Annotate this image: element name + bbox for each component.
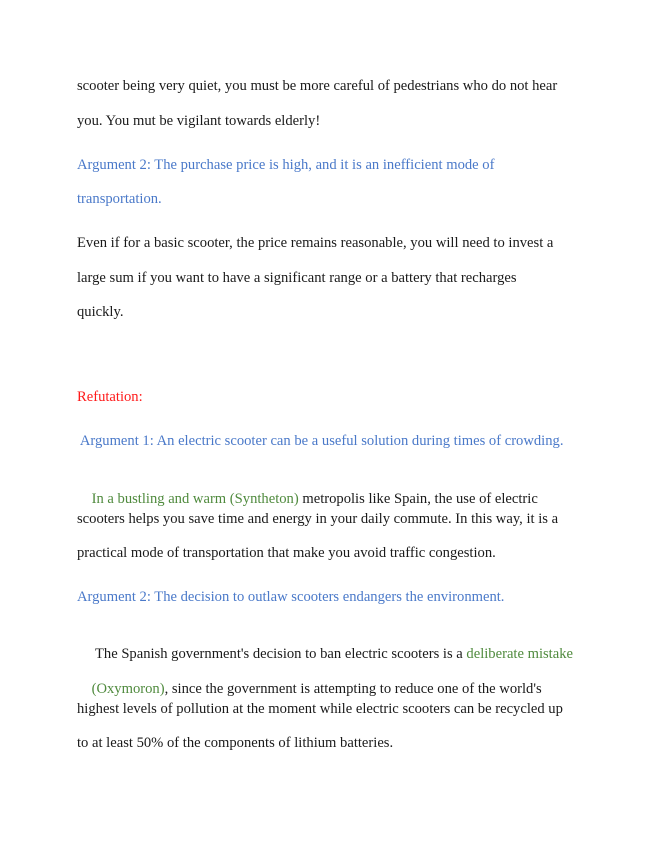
body-text-line: practical mode of transportation that make you avoid traffic congestion. bbox=[77, 545, 496, 561]
refutation-argument-heading: Argument 2: The decision to outlaw scooters endangers the environment. bbox=[77, 589, 505, 605]
body-text-line: highest levels of pollution at the moment while electric scooters can be recycled up bbox=[77, 701, 563, 717]
body-text-line: scooters helps you save time and energy in your daily commute. In this way, it is a bbox=[77, 511, 559, 527]
refutation-label: Refutation: bbox=[77, 389, 143, 405]
body-text-line: quickly. bbox=[77, 304, 124, 320]
figure-of-speech-highlight: deliberate mistake bbox=[466, 645, 573, 662]
body-text-line: you. You mut be vigilant towards elderly! bbox=[77, 113, 321, 129]
argument-heading: Argument 2: The purchase price is high, and it is an inefficient mode of bbox=[77, 157, 495, 173]
refutation-argument-heading: Argument 1: An electric scooter can be a useful solution during times of crowding. bbox=[77, 433, 564, 449]
body-text-line: large sum if you want to have a significant range or a battery that recharges bbox=[77, 270, 517, 286]
body-text-line: scooter being very quiet, you must be more careful of pedestrians who do not hear bbox=[77, 78, 558, 94]
figure-of-speech-highlight: In a bustling and warm (Syntheton) bbox=[91, 490, 299, 507]
body-text-line: to at least 50% of the components of lithium batteries. bbox=[77, 735, 394, 751]
body-text-span: , since the government is attempting to reduce one of the world's bbox=[164, 680, 542, 697]
figure-of-speech-highlight: (Oxymoron) bbox=[91, 680, 165, 697]
argument-heading: transportation. bbox=[77, 191, 162, 207]
body-text-span: The Spanish government's decision to ban electric scooters is a bbox=[91, 645, 467, 662]
body-text-span: metropolis like Spain, the use of electric bbox=[298, 490, 538, 507]
body-text-line: Even if for a basic scooter, the price remains reasonable, you will need to invest a bbox=[77, 235, 554, 251]
